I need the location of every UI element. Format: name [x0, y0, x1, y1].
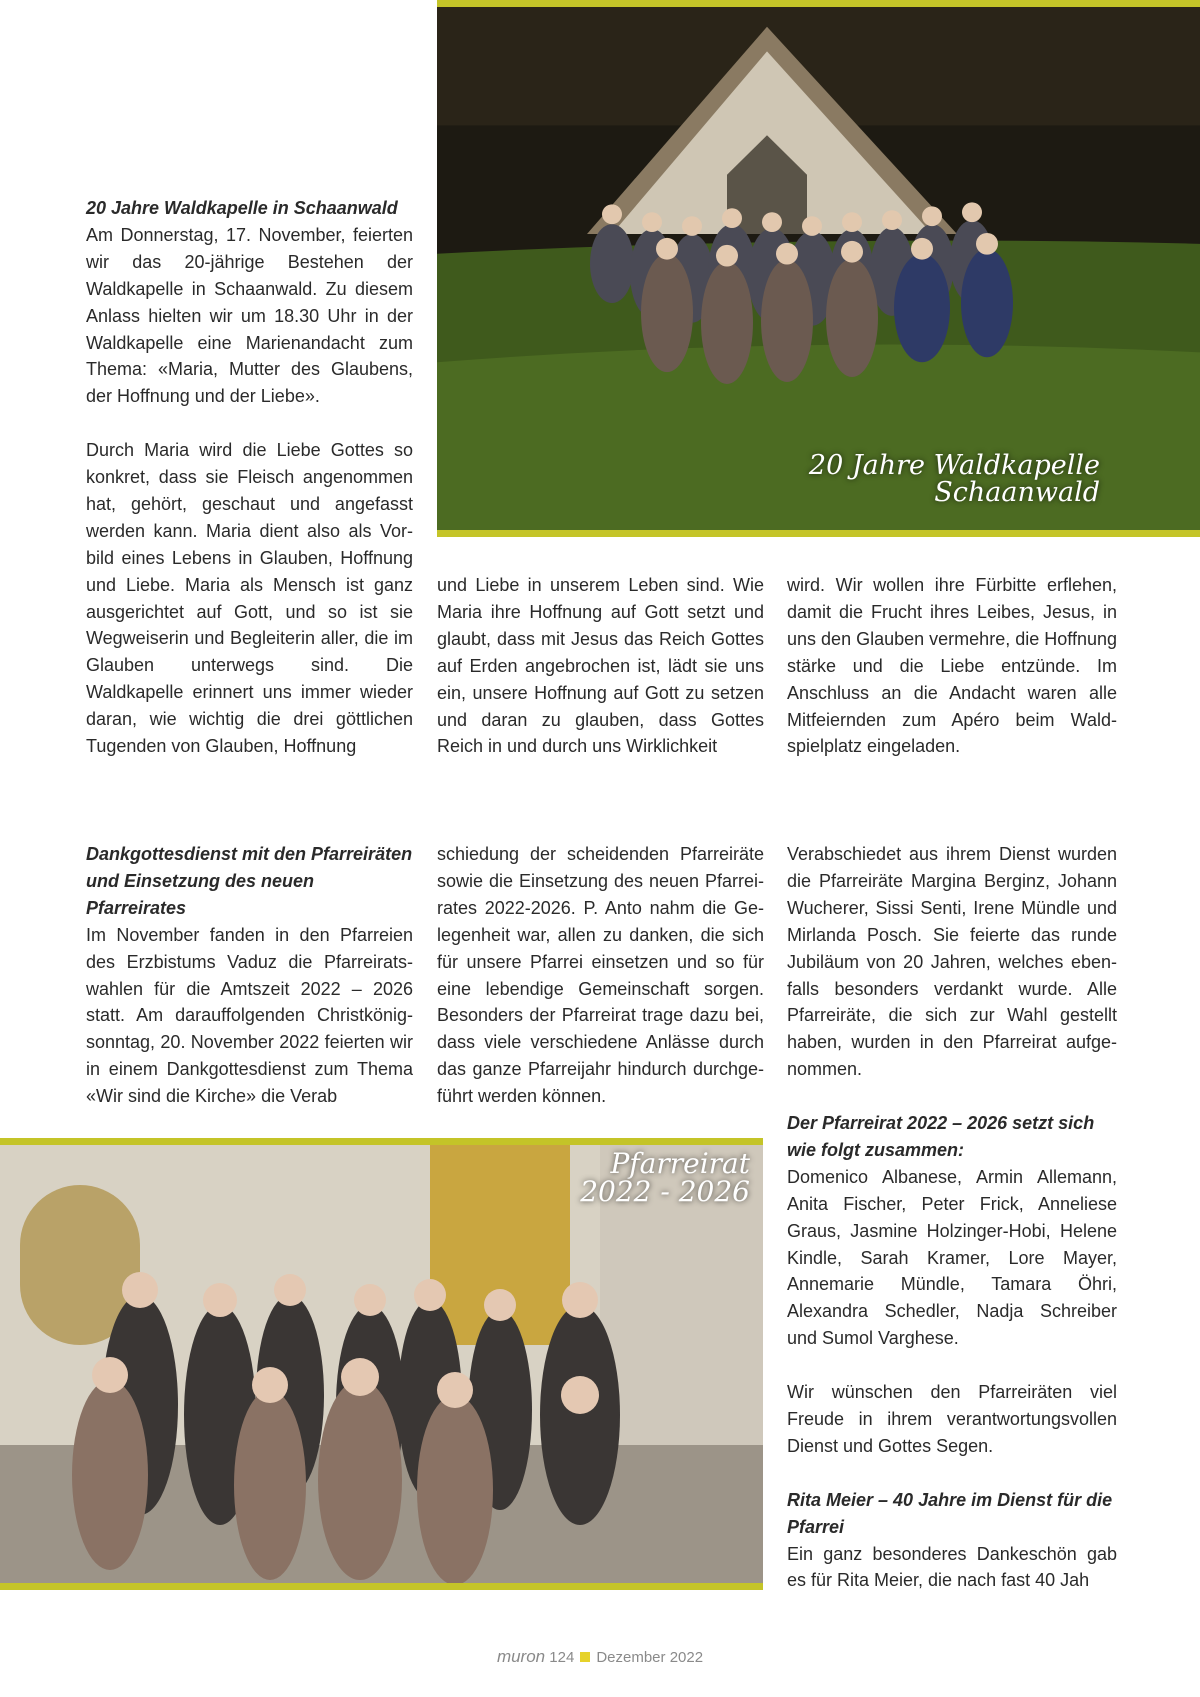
article1-column3: [787, 572, 1117, 760]
article1-paragraph1: Am Donnerstag, 17. November, feierten wir das 20-jährige Bestehen der Waldkapelle in Schaanwald. Zu diesem Anlass hielten wir um 18.30 Uhr in der Waldkapelle eine Marienandacht zum Thema: «Maria, Mutter des Glaubens, der Hoffnung und der Liebe».: [86, 224, 413, 407]
article3-text: Ein ganz besonderes Dankeschön gab es für Rita Meier, die nach fast 40 Jah: [787, 1543, 1117, 1591]
pfarreirat-caption-line2: 2022 - 2026: [580, 1175, 750, 1208]
article2-column2: [437, 841, 764, 1110]
chapel-caption-line1: 20 Jahre Waldkapelle: [808, 450, 1100, 481]
footer-square-icon: [580, 1652, 590, 1662]
pfarreirat-photo-illustration: [0, 1145, 763, 1583]
article2-column1: [86, 841, 413, 1110]
pfarreirat-caption-line1: Pfarreirat: [610, 1147, 750, 1180]
chapel-caption-line2: Schaanwald: [934, 477, 1100, 508]
pfarreirat-members-title: Der Pfarreirat 2022 – 2026 setzt sich wie folgt zusammen:: [787, 1113, 1095, 1160]
footer-issue: 124: [549, 1649, 575, 1666]
article2-column1-text: Im November fanden in den Pfarreien des Erzbistums Vaduz die Pfarreiratswahlen für die Amtszeit 2022 – 2026 statt. Am darauffolgenden Christkönigsonntag, 20. November 2022 feierten wir in einem Dankgottesdienst zum Thema «Wir sind die Kirche» die Verab: [86, 924, 413, 1107]
footer-date: Dezember 2022: [596, 1649, 704, 1666]
article1-column3-text: wird. Wir wollen ihre Fürbitte erflehen, damit die Frucht ihres Leibes, Jesus, in uns den Glauben vermehre, die Hoffnung stärke und die Liebe entzünde. Im Anschluss an die Andacht waren alle Mitfeiernden zum Apéro beim Waldspielplatz eingeladen.: [787, 575, 1117, 757]
article1-paragraph2: Durch Maria wird die Liebe Gottes so konkret, dass sie Fleisch angenommen hat, gehört, geschaut und angefasst werden kann. Maria dient also als Vorbild eines Lebens in Glauben, Hoffnung und Liebe. Maria als Mensch ist ganz ausgerichtet auf Gott, und so ist sie Wegweiserin und Begleiterin aller, die im Glauben unterwegs sind. Die Waldkapelle erinnert uns immer wieder daran, wie wichtig die drei göttlichen Tugenden von Glauben, Hoffnung: [86, 440, 413, 757]
article2-column3: [787, 841, 1117, 1594]
article2-title: Dankgottesdienst mit den Pfarreiräten und Einsetzung des neuen Pfarreirates: [86, 844, 413, 918]
footer-brand: muron: [496, 1647, 546, 1666]
article1-title: 20 Jahre Waldkapelle in Schaanwald: [86, 198, 398, 218]
article2-column2-text: schiedung der scheidenden Pfarreiräte sowie die Einsetzung des neuen Pfarreirates 2022-2026. P. Anto nahm die Gelegenheit war, allen zu danken, die sich für unsere Pfarrei einsetzen und so für eine lebendige Gemeinschaft sorgen. Besonders der Pfarreirat trage dazu bei, dass viele verschiedene Anlässe durch das ganze Pfarreijahr hindurch durchgeführt werden können.: [437, 844, 764, 1107]
page-footer: [0, 1647, 1200, 1667]
article1-column1: [86, 195, 413, 760]
chapel-photo-caption: [760, 452, 1100, 506]
pfarreirat-wish: Wir wünschen den Pfarreiräten viel Freude in ihrem verantwortungsvollen Dienst und Gottes Segen.: [787, 1382, 1117, 1456]
article1-column2-text: und Liebe in unserem Leben sind. Wie Maria ihre Hoffnung auf Gott setzt und glaubt, dass mit Jesus das Reich Gottes auf Erden angebrochen ist, lädt sie uns ein, unsere Hoffnung auf Gott zu setzen und daran zu glauben, dass Gottes Reich in und durch uns Wirklichkeit: [437, 575, 764, 757]
article2-column3-text: Verabschiedet aus ihrem Dienst wurden die Pfarreiräte Margina Berginz, Johann Wucherer, Sissi Senti, Irene Mündle und Mirlanda Posch. Sie feierte das runde Jubiläum von 20 Jahren, welches ebenfalls besonders verdankt wurde. Alle Pfarreiräte, die sich zur Wahl gestellt haben, wurden in den Pfarreirat aufgenommen.: [787, 844, 1117, 1080]
pfarreirat-photo-caption: [420, 1147, 750, 1208]
article3-title: Rita Meier – 40 Jahre im Dienst für die Pfarrei: [787, 1489, 1113, 1537]
pfarreirat-members-list: Domenico Albanese, Armin Allemann, Anita Fischer, Peter Frick, Anneliese Graus, Jasmine Holzinger-Hobi, Helene Kindle, Sarah Kramer, Lore Mayer, Annemarie Mündle, Tamara Öhri, Alexandra Schedler, Nadja Schreiber und Sumol Varghese.: [787, 1166, 1117, 1349]
article1-column2: [437, 572, 764, 760]
